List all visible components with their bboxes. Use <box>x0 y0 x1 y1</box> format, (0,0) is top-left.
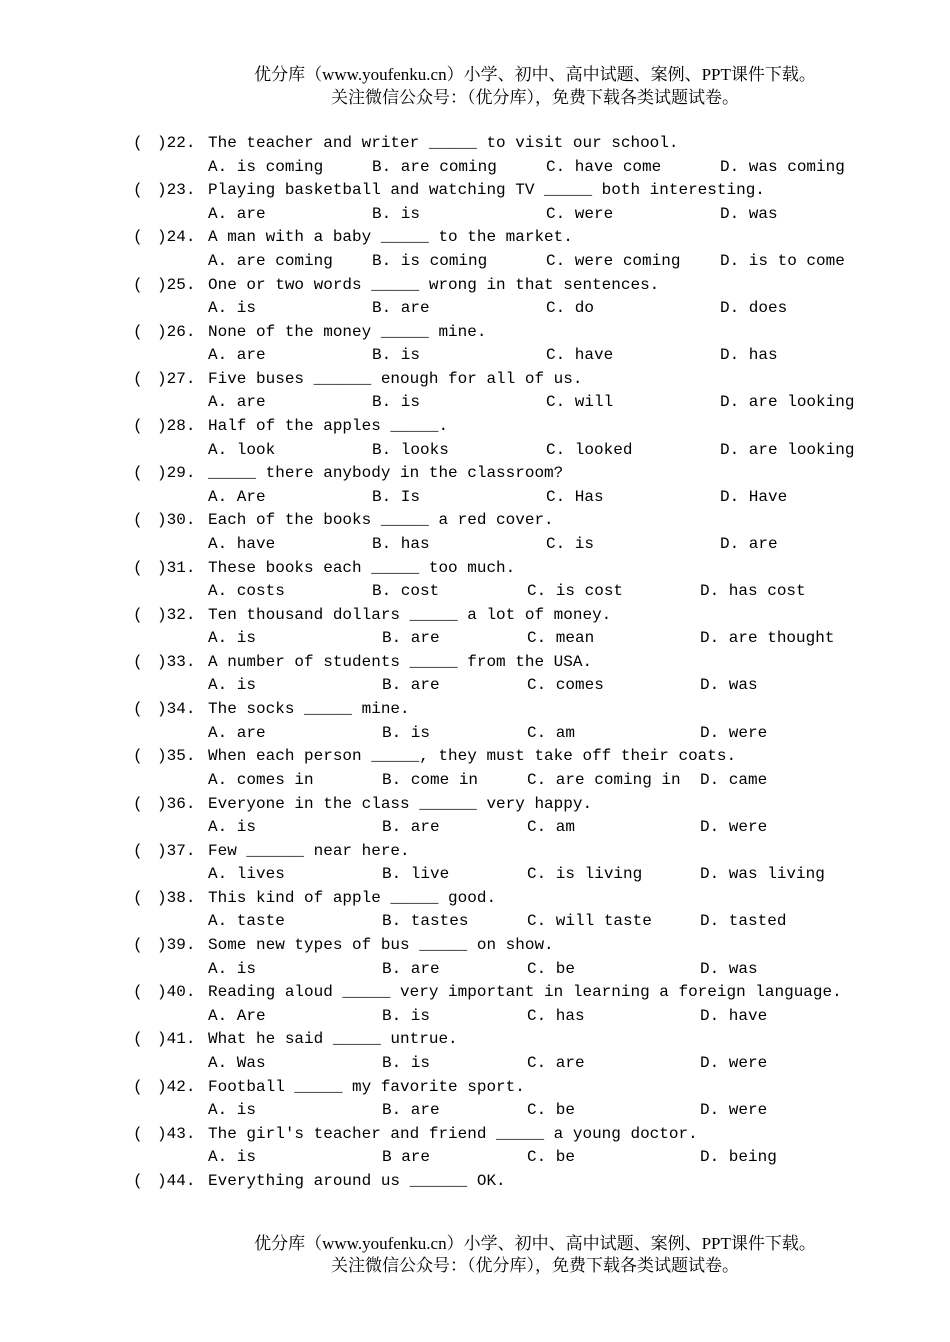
answer-bracket-close: ) <box>157 417 167 436</box>
option-d: D. are looking <box>720 393 855 412</box>
option-c: C. Has <box>546 487 604 506</box>
answer-bracket-close: ) <box>157 983 167 1002</box>
option-b: B. are <box>382 629 440 648</box>
answer-bracket-close: ) <box>157 794 167 813</box>
question-number-label: 32. <box>166 605 196 624</box>
question-number <box>157 888 195 908</box>
question-number-label: 34. <box>166 700 196 719</box>
option-c: C. is <box>546 534 595 553</box>
option-c: C. has <box>527 1006 585 1025</box>
question-number-label: 29. <box>166 464 196 483</box>
answer-bracket-close: ) <box>157 841 167 860</box>
option-d: D. were <box>700 1101 768 1120</box>
question-number-label: 28. <box>166 417 196 436</box>
option-c: C. mean <box>527 629 595 648</box>
option-a: A. comes in <box>208 770 314 789</box>
question-number <box>157 463 195 483</box>
option-b: B. tastes <box>382 912 469 931</box>
option-b: B are <box>382 1148 431 1167</box>
option-a: A. is <box>208 676 257 695</box>
question-number <box>157 935 195 955</box>
question-number <box>157 605 195 625</box>
option-d: D. were <box>700 1053 768 1072</box>
question-text: When each person _____, they must take off their coats. <box>208 747 737 766</box>
header-wechat-line: 关注微信公众号：（优分库），免费下载各类试题试卷。 <box>331 88 739 107</box>
option-b: B. are coming <box>372 157 497 176</box>
option-c: C. have come <box>546 157 662 176</box>
question-number <box>157 369 195 389</box>
option-b: B. has <box>372 534 430 553</box>
option-d: D. tasted <box>700 912 787 931</box>
answer-bracket-open: ( <box>133 888 143 907</box>
answer-bracket-close: ) <box>157 511 167 530</box>
question-text: Playing basketball and watching TV _____ both interesting. <box>208 181 765 200</box>
answer-bracket-open: ( <box>133 464 143 483</box>
question-number-label: 30. <box>166 511 196 530</box>
option-a: A. lives <box>208 865 285 884</box>
question-number <box>157 1171 195 1191</box>
question-text: These books each _____ too much. <box>208 558 516 577</box>
question-number <box>157 699 195 719</box>
answer-bracket-open: ( <box>133 841 143 860</box>
answer-bracket-open: ( <box>133 1030 143 1049</box>
option-c: C. am <box>527 818 576 837</box>
question-text: A man with a baby _____ to the market. <box>208 228 573 247</box>
answer-bracket-open: ( <box>133 322 143 341</box>
answer-bracket-open: ( <box>133 1124 143 1143</box>
question-number-label: 24. <box>166 228 196 247</box>
question-number <box>157 133 195 153</box>
option-d: D. have <box>700 1006 768 1025</box>
question-text: Five buses ______ enough for all of us. <box>208 369 583 388</box>
question-text: A number of students _____ from the USA. <box>208 652 593 671</box>
question-number-label: 22. <box>166 134 196 152</box>
question-number <box>157 322 195 342</box>
option-b: B. looks <box>372 440 449 459</box>
question-number <box>157 1124 195 1144</box>
answer-bracket-open: ( <box>133 228 143 247</box>
answer-bracket-close: ) <box>157 228 167 247</box>
question-number <box>157 794 195 814</box>
option-a: A. are <box>208 393 266 412</box>
option-d: D. are <box>720 534 778 553</box>
option-c: C. will <box>546 393 614 412</box>
option-a: A. Was <box>208 1053 266 1072</box>
question-number-label: 43. <box>166 1124 196 1143</box>
question-number-label: 26. <box>166 322 196 341</box>
question-number-label: 27. <box>166 369 196 388</box>
answer-bracket-open: ( <box>133 417 143 436</box>
question-text: This kind of apple _____ good. <box>208 888 497 907</box>
option-d: D. is to come <box>720 251 845 270</box>
option-a: A. is <box>208 959 257 978</box>
option-a: A. is <box>208 818 257 837</box>
option-d: D. was <box>700 676 758 695</box>
question-number-label: 23. <box>166 181 196 200</box>
question-text: Reading aloud _____ very important in learning a foreign language. <box>208 983 842 1002</box>
option-b: B. are <box>382 1101 440 1120</box>
option-a: A. is <box>208 1148 257 1167</box>
option-a: A. is <box>208 299 257 318</box>
question-number <box>157 746 195 766</box>
option-c: C. be <box>527 1101 576 1120</box>
answer-bracket-open: ( <box>133 983 143 1002</box>
question-text: None of the money _____ mine. <box>208 322 487 341</box>
option-a: A. are <box>208 723 266 742</box>
footer-wechat-line: 关注微信公众号：（优分库），免费下载各类试题试卷。 <box>331 1256 739 1275</box>
option-b: B. is <box>382 1006 431 1025</box>
option-d: D. has <box>720 346 778 365</box>
question-number-label: 36. <box>166 794 196 813</box>
answer-bracket-close: ) <box>157 464 167 483</box>
option-b: B. cost <box>372 582 440 601</box>
option-c: C. is cost <box>527 582 624 601</box>
answer-bracket-open: ( <box>133 747 143 766</box>
option-a: A. are coming <box>208 251 333 270</box>
answer-bracket-open: ( <box>133 181 143 200</box>
option-c: C. am <box>527 723 576 742</box>
answer-bracket-close: ) <box>157 558 167 577</box>
answer-bracket-open: ( <box>133 652 143 671</box>
question-number <box>157 227 195 247</box>
answer-bracket-close: ) <box>157 700 167 719</box>
option-c: C. is living <box>527 865 643 884</box>
option-d: D. has cost <box>700 582 806 601</box>
option-d: D. was living <box>700 865 825 884</box>
option-a: A. is <box>208 1101 257 1120</box>
question-number-label: 40. <box>166 983 196 1002</box>
option-d: D. came <box>700 770 768 789</box>
answer-bracket-open: ( <box>133 605 143 624</box>
answer-bracket-close: ) <box>157 1030 167 1049</box>
question-text: Half of the apples _____. <box>208 417 449 436</box>
answer-bracket-open: ( <box>133 134 143 152</box>
option-c: C. are coming in <box>527 770 681 789</box>
answer-bracket-close: ) <box>157 322 167 341</box>
option-a: A. taste <box>208 912 285 931</box>
option-a: A. are <box>208 204 266 223</box>
option-b: B. Is <box>372 487 421 506</box>
answer-bracket-open: ( <box>133 1171 143 1190</box>
option-a: A. is coming <box>208 157 324 176</box>
option-b: B. are <box>382 959 440 978</box>
question-number <box>157 841 195 861</box>
question-text: Everything around us ______ OK. <box>208 1171 506 1190</box>
option-b: B. come in <box>382 770 479 789</box>
option-a: A. look <box>208 440 276 459</box>
option-a: A. are <box>208 346 266 365</box>
option-a: A. costs <box>208 582 285 601</box>
question-number <box>157 558 195 578</box>
answer-bracket-close: ) <box>157 369 167 388</box>
answer-bracket-open: ( <box>133 936 143 955</box>
answer-bracket-close: ) <box>157 1077 167 1096</box>
answer-bracket-open: ( <box>133 1077 143 1096</box>
option-a: A. Are <box>208 487 266 506</box>
option-c: C. comes <box>527 676 604 695</box>
answer-bracket-close: ) <box>157 888 167 907</box>
question-number-label: 25. <box>166 275 196 294</box>
question-text: _____ there anybody in the classroom? <box>208 464 564 483</box>
question-number-label: 38. <box>166 888 196 907</box>
option-b: B. is <box>372 204 421 223</box>
question-number-label: 33. <box>166 652 196 671</box>
answer-bracket-open: ( <box>133 511 143 530</box>
option-c: C. be <box>527 1148 576 1167</box>
question-number-label: 44. <box>166 1171 196 1190</box>
option-d: D. are looking <box>720 440 855 459</box>
answer-bracket-close: ) <box>157 1171 167 1190</box>
answer-bracket-close: ) <box>157 652 167 671</box>
question-text: Everyone in the class ______ very happy. <box>208 794 593 813</box>
option-d: D. were <box>700 723 768 742</box>
question-number-label: 42. <box>166 1077 196 1096</box>
question-number <box>157 510 195 530</box>
question-text: Ten thousand dollars _____ a lot of money. <box>208 605 612 624</box>
answer-bracket-open: ( <box>133 700 143 719</box>
question-number <box>157 180 195 200</box>
option-c: C. be <box>527 959 576 978</box>
option-d: D. are thought <box>700 629 835 648</box>
answer-bracket-close: ) <box>157 134 167 152</box>
question-number <box>157 1077 195 1097</box>
option-c: C. were coming <box>546 251 681 270</box>
option-d: D. was <box>700 959 758 978</box>
question-number <box>157 275 195 295</box>
question-number-label: 37. <box>166 841 196 860</box>
answer-bracket-open: ( <box>133 369 143 388</box>
option-b: B. is <box>382 723 431 742</box>
option-c: C. do <box>546 299 595 318</box>
answer-bracket-open: ( <box>133 558 143 577</box>
question-text: The socks _____ mine. <box>208 700 410 719</box>
option-b: B. are <box>372 299 430 318</box>
option-c: C. looked <box>546 440 633 459</box>
option-b: B. is <box>372 346 421 365</box>
header-site-line: 优分库（www.youfenku.cn）小学、初中、高中试题、案例、PPT课件下载。 <box>254 65 816 84</box>
answer-bracket-close: ) <box>157 275 167 294</box>
option-b: B. is <box>372 393 421 412</box>
option-d: D. being <box>700 1148 777 1167</box>
question-text: What he said _____ untrue. <box>208 1030 458 1049</box>
option-d: D. does <box>720 299 788 318</box>
question-number <box>157 982 195 1002</box>
question-text: Football _____ my favorite sport. <box>208 1077 525 1096</box>
answer-bracket-close: ) <box>157 747 167 766</box>
option-b: B. is <box>382 1053 431 1072</box>
question-number-label: 39. <box>166 936 196 955</box>
question-text: Each of the books _____ a red cover. <box>208 511 554 530</box>
question-text: The girl's teacher and friend _____ a young doctor. <box>208 1124 698 1143</box>
option-b: B. is coming <box>372 251 488 270</box>
option-a: A. have <box>208 534 276 553</box>
option-d: D. were <box>700 818 768 837</box>
question-text: Few ______ near here. <box>208 841 410 860</box>
question-text: One or two words _____ wrong in that sentences. <box>208 275 660 294</box>
answer-bracket-close: ) <box>157 1124 167 1143</box>
question-number-label: 35. <box>166 747 196 766</box>
option-d: D. Have <box>720 487 788 506</box>
question-number-label: 31. <box>166 558 196 577</box>
answer-bracket-open: ( <box>133 794 143 813</box>
question-number <box>157 1029 195 1049</box>
option-a: A. is <box>208 629 257 648</box>
question-number <box>157 652 195 672</box>
question-number <box>157 416 195 436</box>
option-b: B. are <box>382 676 440 695</box>
option-c: C. were <box>546 204 614 223</box>
option-c: C. have <box>546 346 614 365</box>
answer-bracket-close: ) <box>157 181 167 200</box>
option-d: D. was <box>720 204 778 223</box>
question-text: The teacher and writer _____ to visit our school. <box>208 134 679 152</box>
option-a: A. Are <box>208 1006 266 1025</box>
option-d: D. was coming <box>720 157 845 176</box>
answer-bracket-open: ( <box>133 275 143 294</box>
option-b: B. are <box>382 818 440 837</box>
answer-bracket-close: ) <box>157 605 167 624</box>
question-number-label: 41. <box>166 1030 196 1049</box>
option-c: C. are <box>527 1053 585 1072</box>
footer-site-line: 优分库（www.youfenku.cn）小学、初中、高中试题、案例、PPT课件下载。 <box>254 1234 816 1253</box>
question-text: Some new types of bus _____ on show. <box>208 936 554 955</box>
answer-bracket-close: ) <box>157 936 167 955</box>
option-b: B. live <box>382 865 450 884</box>
option-c: C. will taste <box>527 912 652 931</box>
